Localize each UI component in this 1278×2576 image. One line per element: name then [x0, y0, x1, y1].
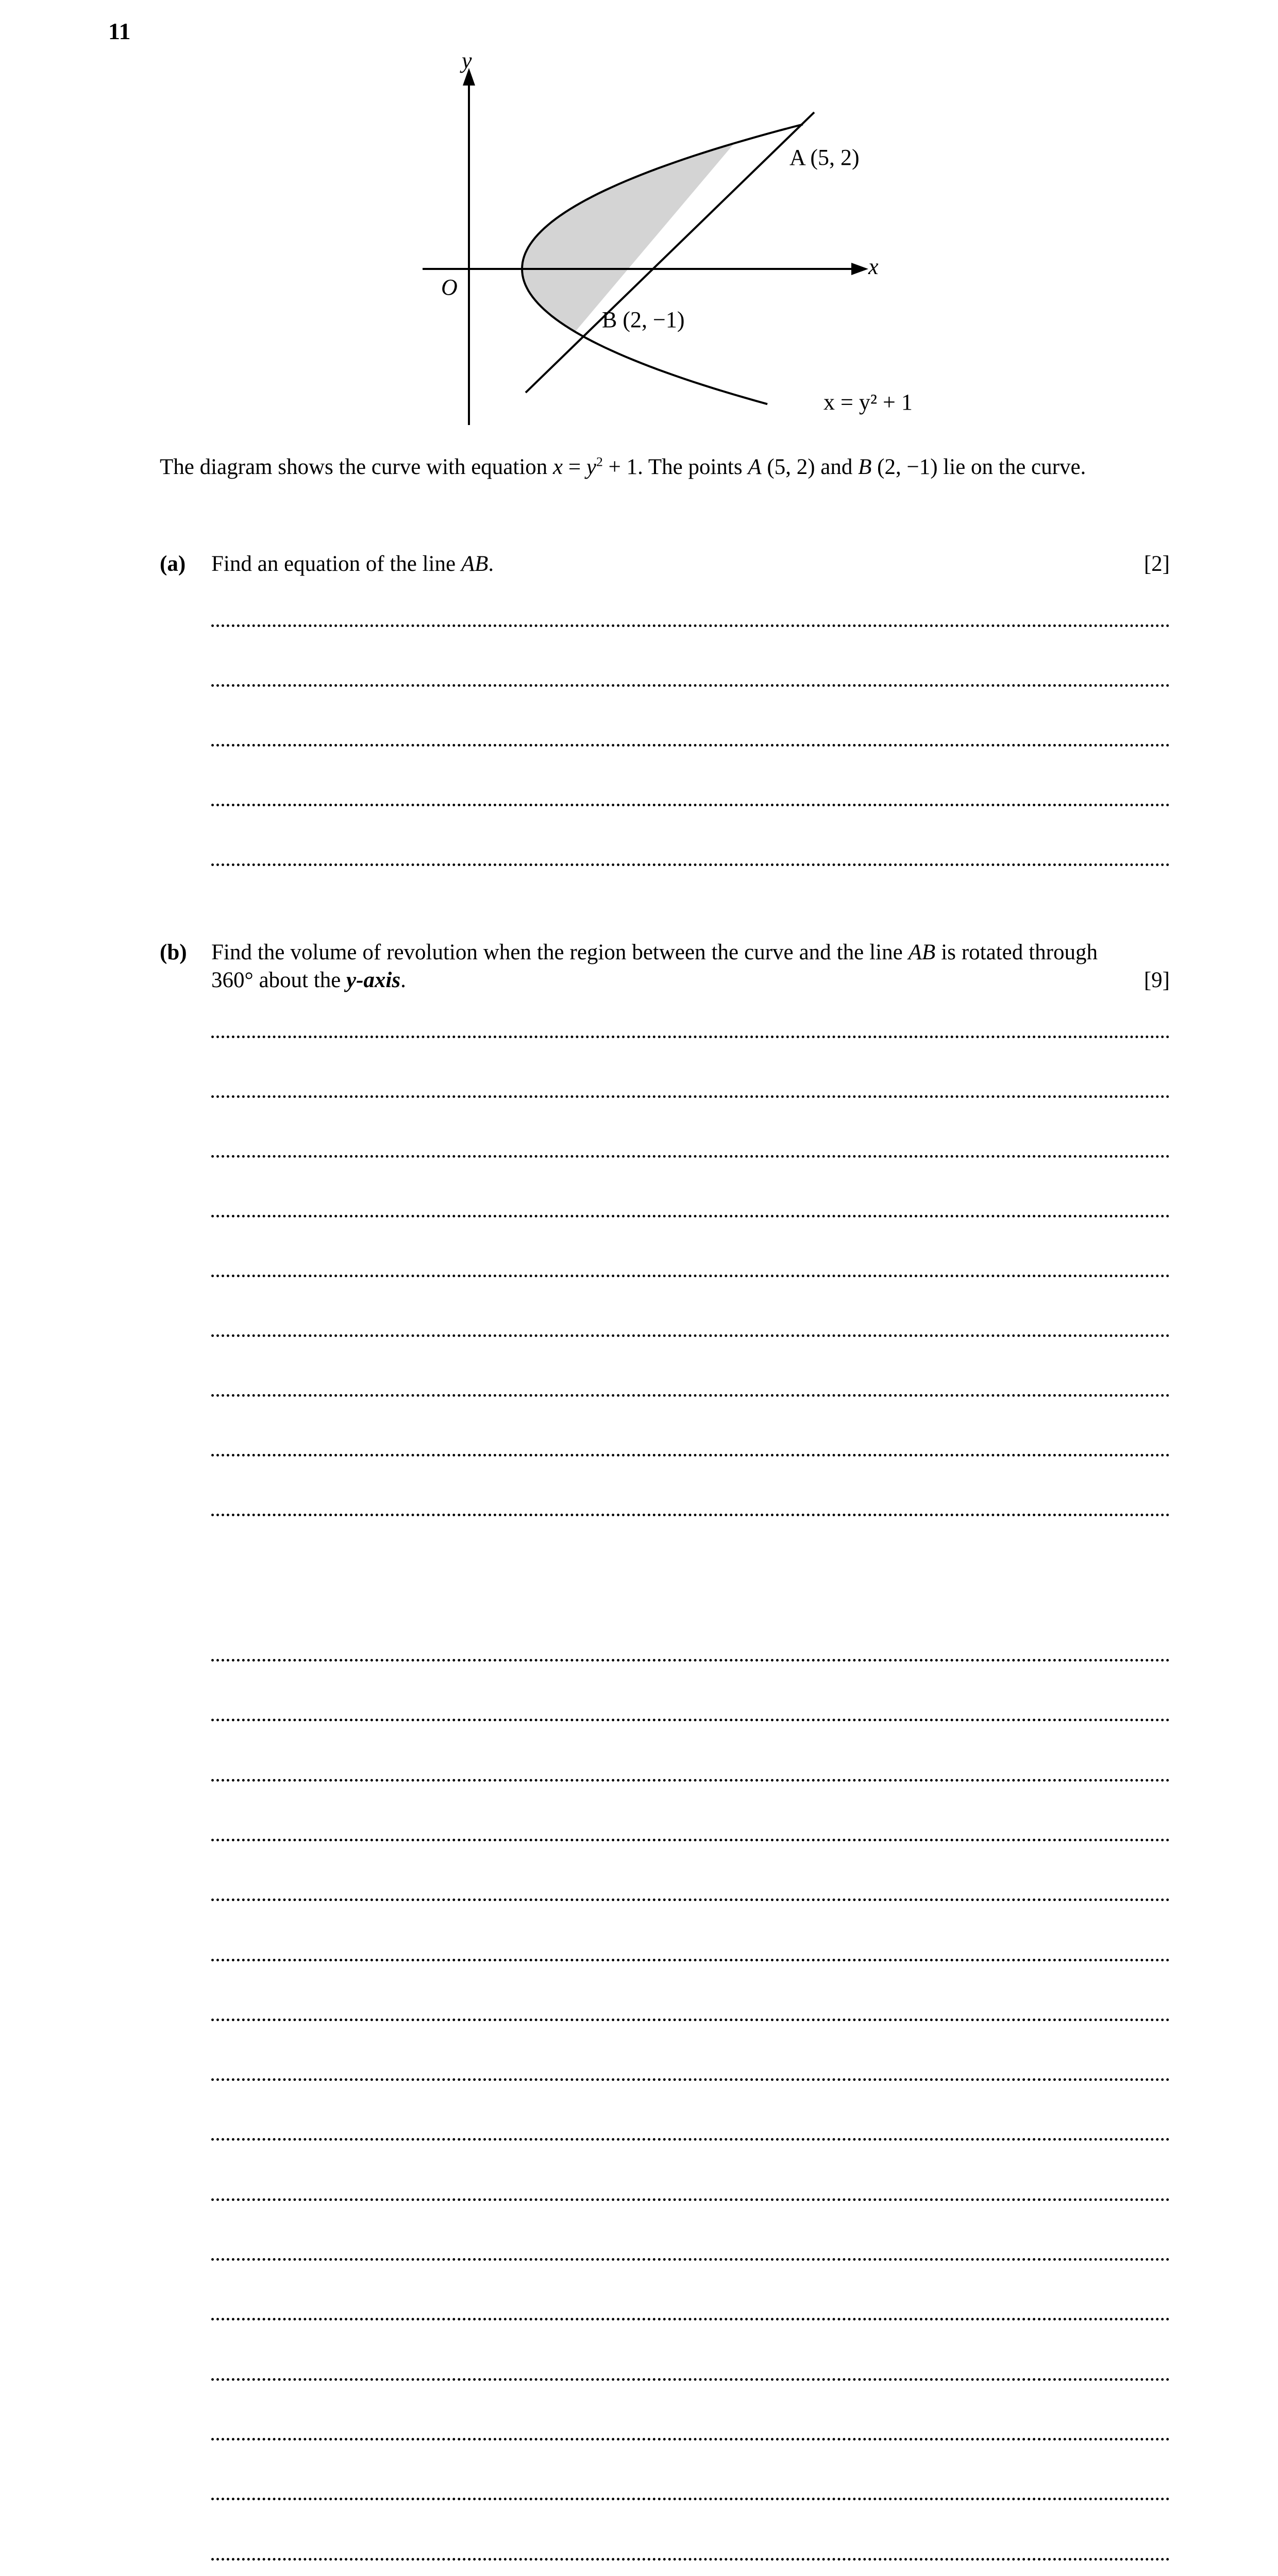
answer-line[interactable]	[211, 744, 1170, 747]
answer-line[interactable]	[211, 1839, 1170, 1841]
answer-line[interactable]	[211, 1036, 1170, 1038]
point-a-label: A (5, 2)	[789, 145, 860, 170]
answer-line[interactable]	[211, 2558, 1170, 2561]
x-axis-arrow	[851, 263, 868, 275]
answer-line[interactable]	[211, 624, 1170, 627]
answer-line[interactable]	[211, 1095, 1170, 1098]
part-a-text: Find an equation of the line AB.	[211, 552, 494, 576]
answer-line[interactable]	[211, 1959, 1170, 1961]
x-axis-label: x	[868, 254, 879, 279]
part-a-marks: [2]	[1144, 552, 1170, 576]
answer-line[interactable]	[211, 2318, 1170, 2320]
answer-line[interactable]	[211, 1215, 1170, 1217]
question-number: 11	[108, 18, 131, 44]
answer-line[interactable]	[211, 1659, 1170, 1662]
answer-line[interactable]	[211, 1394, 1170, 1397]
answer-line[interactable]	[211, 804, 1170, 806]
part-b-marks: [9]	[1144, 968, 1170, 992]
answer-line[interactable]	[211, 2498, 1170, 2500]
answer-line[interactable]	[211, 684, 1170, 687]
answer-line[interactable]	[211, 1719, 1170, 1721]
answer-line[interactable]	[211, 1454, 1170, 1456]
answer-line[interactable]	[211, 2078, 1170, 2081]
answer-line[interactable]	[211, 1275, 1170, 1277]
answer-line[interactable]	[211, 2198, 1170, 2201]
answer-line[interactable]	[211, 1334, 1170, 1337]
part-b	[0, 939, 1278, 1001]
answer-line[interactable]	[211, 2019, 1170, 2021]
answer-line[interactable]	[211, 2138, 1170, 2141]
curve-diagram	[402, 41, 938, 433]
part-a	[0, 550, 1278, 581]
part-b-label: (b)	[160, 940, 187, 964]
part-b-text: Find the volume of revolution when the region between the curve and the line AB is rotated through 360° about the y-axis.	[211, 940, 1098, 992]
answer-line[interactable]	[211, 1155, 1170, 1158]
answer-line[interactable]	[211, 1514, 1170, 1516]
answer-line[interactable]	[211, 2258, 1170, 2261]
answer-line[interactable]	[211, 1899, 1170, 1901]
y-axis-label: y	[462, 48, 472, 73]
answer-line[interactable]	[211, 2438, 1170, 2441]
curve-label: x = y² + 1	[823, 389, 913, 415]
answer-line[interactable]	[211, 2378, 1170, 2381]
origin-label: O	[441, 275, 458, 300]
answer-line[interactable]	[211, 1779, 1170, 1782]
point-b-label: B (2, −1)	[602, 307, 685, 332]
shaded-region	[522, 143, 734, 332]
part-a-label: (a)	[160, 552, 186, 576]
answer-line[interactable]	[211, 863, 1170, 866]
question-intro: The diagram shows the curve with equation $x = y^2 + 1$. The points A (5, 2) and B (2, −1) lie on the curve.	[160, 454, 1086, 479]
